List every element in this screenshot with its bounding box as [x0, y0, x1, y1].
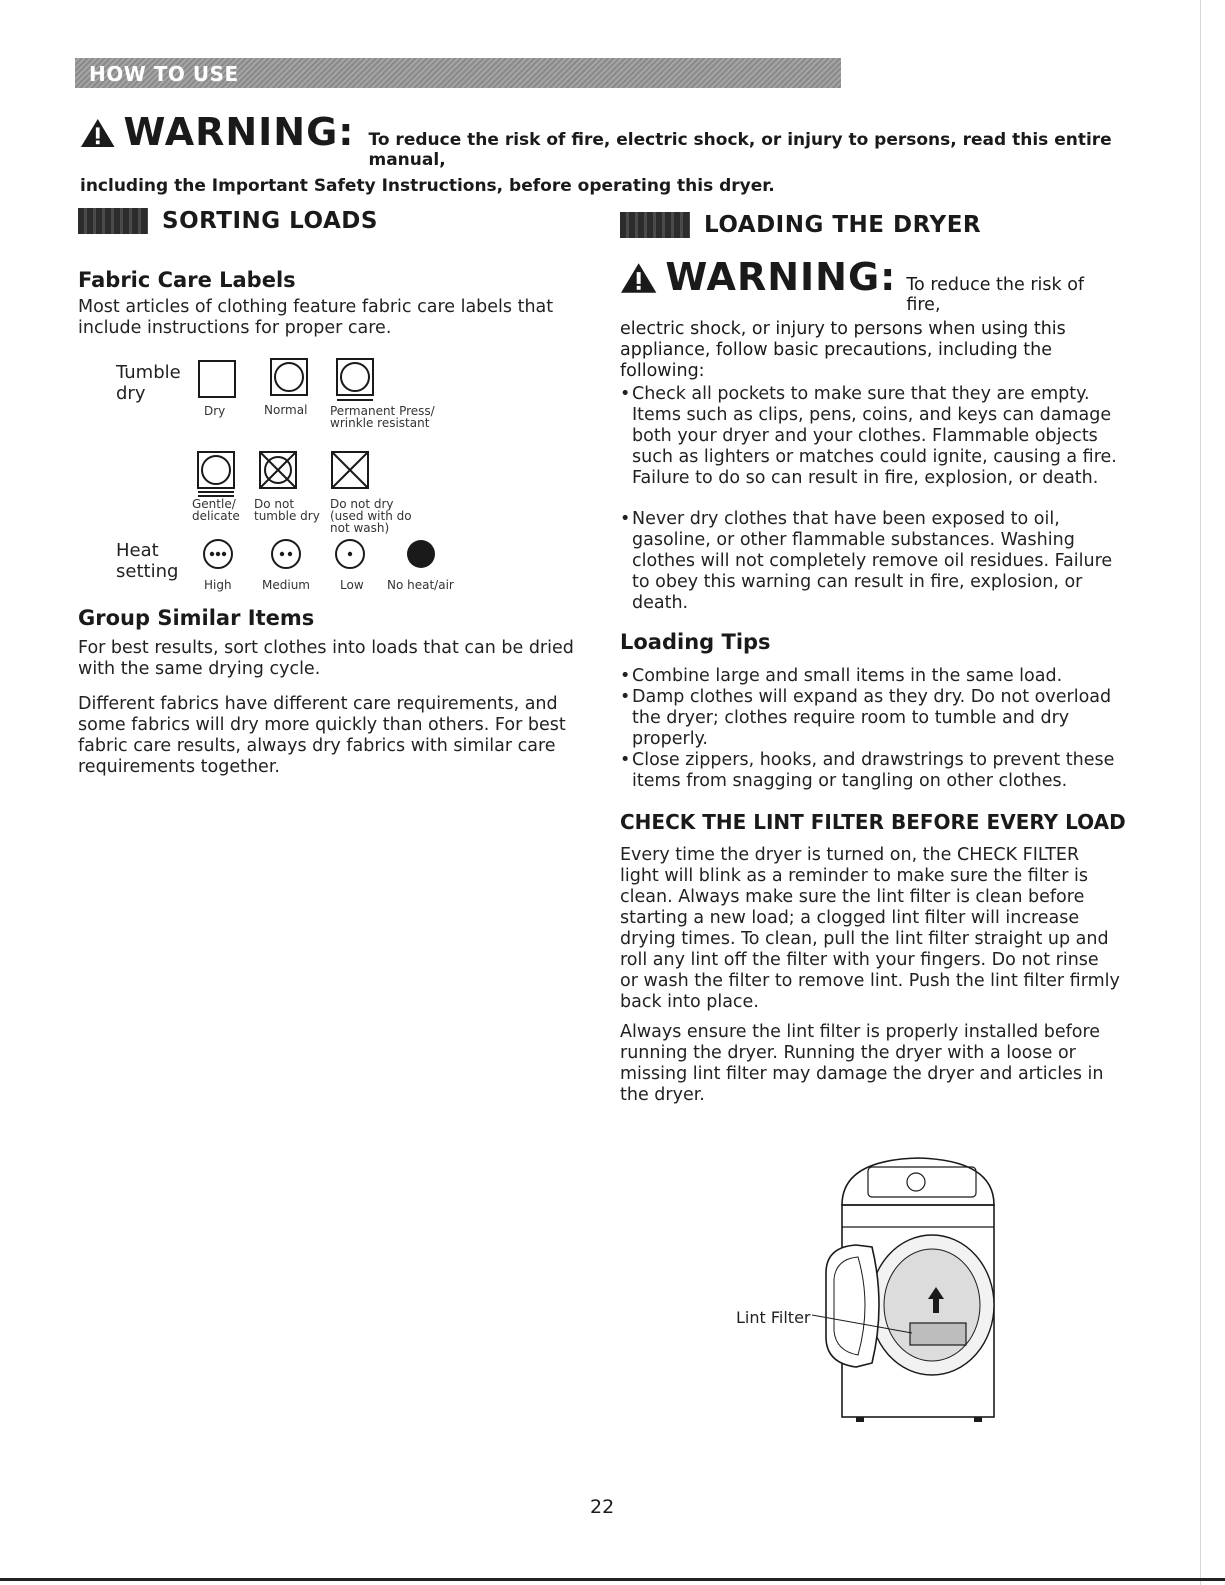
caption-dry: Dry — [204, 404, 226, 418]
warning-word: WARNING: — [123, 110, 355, 154]
warning-triangle-icon — [620, 262, 657, 294]
group-similar-p1: For best results, sort clothes into loads that can be dried with the same drying cycle. — [78, 638, 574, 679]
caption-normal: Normal — [264, 403, 308, 417]
dryer-illustration — [812, 1155, 1024, 1425]
tip-item: • Damp clothes will expand as they dry. Do not overload the dryer; clothes require room to tumble and dry properly. — [620, 687, 1120, 750]
permanent-press-symbol-icon — [336, 358, 376, 402]
loading-warning-word: WARNING: — [665, 255, 897, 299]
loading-dryer-header — [620, 212, 981, 238]
loading-warning — [620, 255, 1120, 382]
caption-do-not-dry: Do not dry (used with do not wash) — [330, 497, 412, 535]
loading-warning-rest: electric shock, or injury to persons when using this appliance, follow basic precautions, including the following: — [620, 319, 1066, 381]
warning-text-line1: To reduce the risk of fire, electric shock, or injury to persons, read this entire manual, — [368, 130, 1112, 170]
do-not-tumble-dry-icon — [258, 450, 298, 490]
loading-warning-lead: To reduce the risk of fire, — [906, 275, 1085, 315]
caption-do-not-tumble: Do not tumble dry — [254, 497, 320, 523]
fabric-care-heading: Fabric Care Labels — [78, 268, 296, 292]
low-heat-icon — [334, 538, 366, 570]
caption-medium: Medium — [262, 578, 310, 592]
loading-tips-heading: Loading Tips — [620, 630, 771, 654]
section-band-label: HOW TO USE — [89, 62, 239, 86]
group-similar-p2: Different fabrics have different care requirements, and some fabrics will dry more quickly than others. For best fabric care results, always dry fabrics with similar care requirements together. — [78, 694, 566, 777]
caption-gentle: Gentle/ delicate — [192, 497, 240, 523]
section-band — [75, 58, 841, 88]
heat-setting-label: Heat setting — [116, 540, 179, 582]
caption-permanent-press: Permanent Press/ wrinkle resistant — [330, 404, 435, 430]
scan-bottom-edge — [0, 1578, 1225, 1581]
lint-filter-heading: CHECK THE LINT FILTER BEFORE EVERY LOAD — [620, 810, 1126, 834]
loading-tips-list — [620, 666, 1120, 792]
tip-item: • Combine large and small items in the same load. — [620, 666, 1120, 687]
lint-filter-p2: Always ensure the lint filter is properly installed before running the dryer. Running the dryer with a loose or missing lint filter may damage the dryer and articles in the dryer. — [620, 1022, 1104, 1105]
lint-filter-p1: Every time the dryer is turned on, the CHECK FILTER light will blink as a reminder to make sure the filter is clean. Always make sure the lint filter is clean before starting a new load; a clogged lint filter will increase drying times. To clean, pull the lint filter straight up and roll any lint off the filter with your fingers. Do not rinse or wash the filter to remove lint. Push the lint filter firmly back into place. — [620, 845, 1120, 1012]
safety-bullet: • Check all pockets to make sure that they are empty. Items such as clips, pens, coins, and keys can damage both your dryer and your clothes. Flammable objects such as lighters or matches could ignite, causing a fire. Failure to do so can result in fire, explosion, or death. — [620, 384, 1120, 489]
safety-bullet: • Never dry clothes that have been exposed to oil, gasoline, or other flammable substances. Washing clothes will not completely remove oil residues. Failure to obey this warning can result in fire, explosion, or death. — [620, 509, 1120, 614]
loading-dryer-title: LOADING THE DRYER — [704, 212, 982, 238]
group-similar-heading: Group Similar Items — [78, 606, 315, 630]
top-warning — [80, 110, 1140, 196]
section-marker — [620, 212, 690, 238]
caption-no-heat: No heat/air — [387, 578, 454, 592]
sorting-loads-header — [78, 208, 378, 234]
gentle-symbol-icon — [197, 451, 237, 499]
caption-low: Low — [340, 578, 364, 592]
fabric-care-text: Most articles of clothing feature fabric care labels that include instructions for proper care. — [78, 297, 554, 338]
dry-symbol-icon — [198, 360, 236, 398]
medium-heat-icon — [270, 538, 302, 570]
tumble-dry-label: Tumble dry — [116, 362, 181, 404]
warning-triangle-icon — [80, 117, 115, 149]
safety-bullets — [620, 384, 1120, 614]
do-not-dry-icon — [330, 450, 370, 490]
normal-symbol-icon — [270, 358, 308, 396]
section-marker — [78, 208, 148, 234]
no-heat-icon — [405, 538, 437, 570]
high-heat-icon — [202, 538, 234, 570]
warning-text-line2: including the Important Safety Instructions, before operating this dryer. — [80, 176, 775, 196]
scan-edge-line — [1200, 0, 1201, 1585]
page-number: 22 — [590, 1496, 615, 1518]
lint-filter-figure-label: Lint Filter — [736, 1308, 811, 1327]
tip-item: • Close zippers, hooks, and drawstrings to prevent these items from snagging or tangling on other clothes. — [620, 750, 1120, 792]
sorting-loads-title: SORTING LOADS — [162, 208, 378, 234]
caption-high: High — [204, 578, 232, 592]
